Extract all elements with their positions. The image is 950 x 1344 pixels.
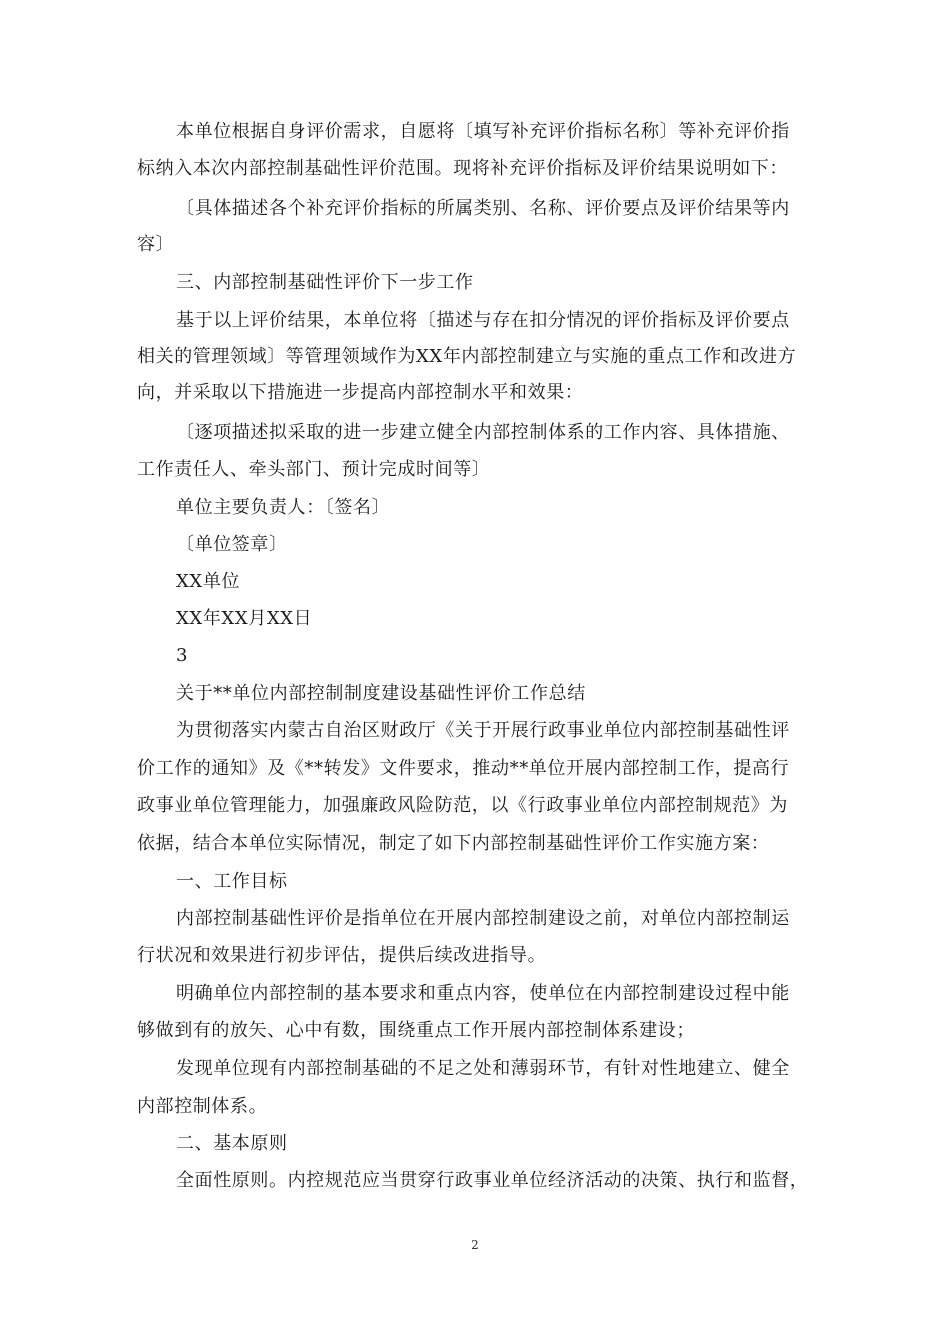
text-line: 本单位根据自身评价需求，自愿将〔填写补充评价指标名称〕等补充评价指 xyxy=(176,121,790,142)
text-line: 够做到有的放矢、心中有数，围绕重点工作开展内部控制体系建设； xyxy=(137,1020,695,1041)
section-heading: 三、内部控制基础性评价下一步工作 xyxy=(176,272,474,293)
section-heading: 二、基本原则 xyxy=(176,1133,288,1154)
text-line: 依据，结合本单位实际情况，制定了如下内部控制基础性评价工作实施方案： xyxy=(137,833,770,854)
date-line: XX年XX月XX日 xyxy=(176,608,313,629)
text-line: 相关的管理领域〕等管理领域作为XX年内部控制建立与实施的重点工作和改进方 xyxy=(137,346,797,367)
text-line: 发现单位现有内部控制基础的不足之处和薄弱环节，有针对性地建立、健全 xyxy=(176,1058,790,1079)
page-number: 2 xyxy=(471,1238,479,1252)
text-line: 向，并采取以下措施进一步提高内部控制水平和效果： xyxy=(137,382,584,403)
section-number: 3 xyxy=(176,645,189,666)
text-line: 内部控制体系。 xyxy=(137,1096,268,1117)
text-line: 基于以上评价结果，本单位将〔描述与存在扣分情况的评价指标及评价要点 xyxy=(176,310,790,331)
section-heading: 一、工作目标 xyxy=(176,871,288,892)
document-title: 关于**单位内部控制制度建设基础性评价工作总结 xyxy=(176,683,586,704)
text-line: 〔逐项描述拟采取的进一步建立健全内部控制体系的工作内容、具体措施、 xyxy=(176,422,790,443)
signature-line: 单位主要负责人：〔签名〕 xyxy=(176,497,391,518)
seal-line: 〔单位签章〕 xyxy=(176,534,288,555)
text-line: 明确单位内部控制的基本要求和重点内容，使单位在内部控制建设过程中能 xyxy=(176,983,790,1004)
text-line: 价工作的通知》及《**转发》文件要求，推动**单位开展内部控制工作，提高行 xyxy=(137,758,790,779)
text-line: 容〕 xyxy=(137,234,175,255)
text-line: 工作责任人、牵头部门、预计完成时间等〕 xyxy=(137,459,491,480)
text-line: 标纳入本次内部控制基础性评价范围。现将补充评价指标及评价结果说明如下： xyxy=(137,158,788,179)
text-line: 〔具体描述各个补充评价指标的所属类别、名称、评价要点及评价结果等内 xyxy=(176,198,790,219)
text-line: 行状况和效果进行初步评估，提供后续改进指导。 xyxy=(137,945,547,966)
unit-name: XX单位 xyxy=(176,571,241,592)
text-line: 为贯彻落实内蒙古自治区财政厅《关于开展行政事业单位内部控制基础性评 xyxy=(176,720,790,741)
text-line: 全面性原则。内控规范应当贯穿行政事业单位经济活动的决策、执行和监督， xyxy=(176,1170,809,1191)
text-line: 政事业单位管理能力，加强廉政风险防范，以《行政事业单位内部控制规范》为 xyxy=(137,795,788,816)
text-line: 内部控制基础性评价是指单位在开展内部控制建设之前，对单位内部控制运 xyxy=(176,908,790,929)
